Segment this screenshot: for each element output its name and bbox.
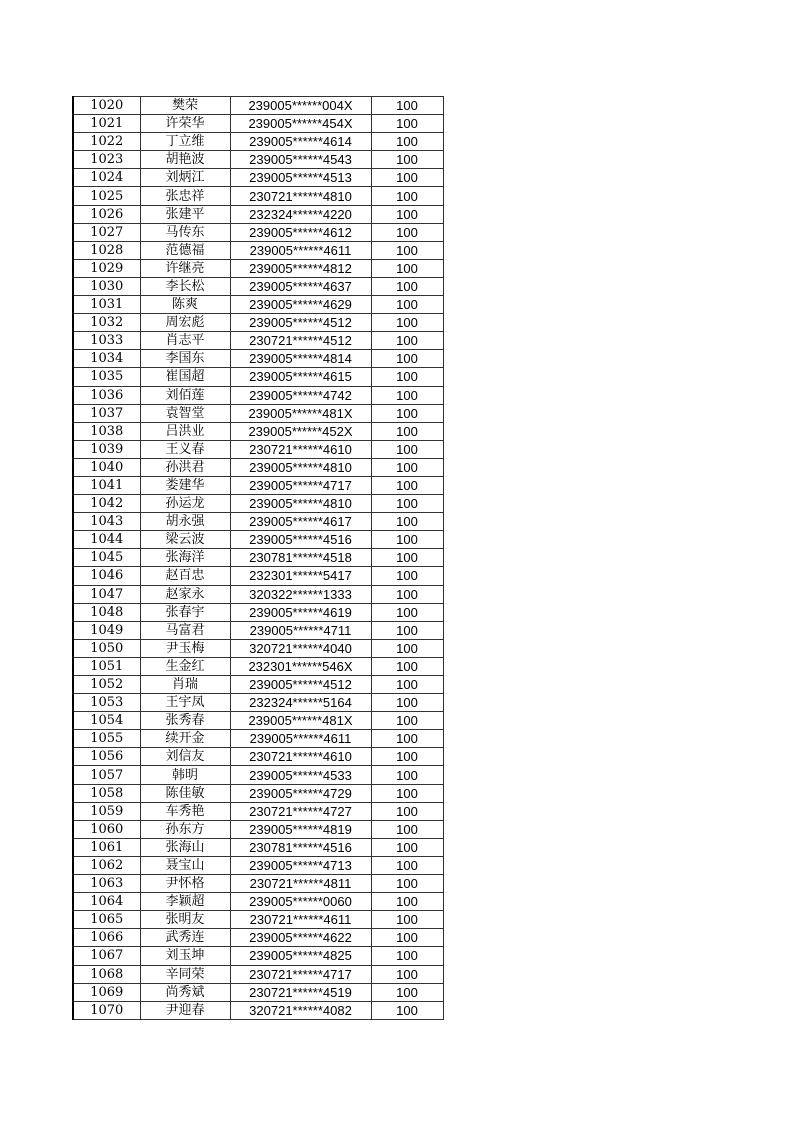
id-number-cell: 239005******0060	[230, 893, 371, 911]
name-cell: 韩明	[140, 766, 230, 784]
table-row	[73, 422, 443, 440]
score-cell: 100	[371, 712, 443, 730]
score-cell: 100	[371, 567, 443, 585]
id-number-cell: 239005******4810	[230, 458, 371, 476]
name-cell: 王宇凤	[140, 694, 230, 712]
row-number-cell: 1068	[73, 965, 140, 983]
table-row	[73, 657, 443, 675]
name-cell: 周宏彪	[140, 314, 230, 332]
row-number-cell: 1027	[73, 223, 140, 241]
row-number-cell: 1059	[73, 802, 140, 820]
row-number-cell: 1023	[73, 151, 140, 169]
table-row	[73, 748, 443, 766]
table-row	[73, 911, 443, 929]
row-number-cell: 1024	[73, 169, 140, 187]
table-row	[73, 133, 443, 151]
row-number-cell: 1057	[73, 766, 140, 784]
table-row	[73, 712, 443, 730]
id-number-cell: 239005******4637	[230, 277, 371, 295]
score-cell: 100	[371, 657, 443, 675]
table-row	[73, 495, 443, 513]
score-cell: 100	[371, 115, 443, 133]
table-row	[73, 766, 443, 784]
id-number-cell: 230721******4512	[230, 332, 371, 350]
row-number-cell: 1034	[73, 350, 140, 368]
roster-table	[72, 96, 444, 1020]
name-cell: 武秀连	[140, 929, 230, 947]
score-cell: 100	[371, 838, 443, 856]
table-row	[73, 983, 443, 1001]
id-number-cell: 230721******4611	[230, 911, 371, 929]
name-cell: 张建平	[140, 205, 230, 223]
table-row	[73, 585, 443, 603]
row-number-cell: 1058	[73, 784, 140, 802]
name-cell: 孙东方	[140, 820, 230, 838]
table-row	[73, 115, 443, 133]
row-number-cell: 1045	[73, 549, 140, 567]
score-cell: 100	[371, 802, 443, 820]
table-row	[73, 241, 443, 259]
score-cell: 100	[371, 495, 443, 513]
name-cell: 辛同荣	[140, 965, 230, 983]
name-cell: 刘炳江	[140, 169, 230, 187]
score-cell: 100	[371, 350, 443, 368]
table-row	[73, 965, 443, 983]
name-cell: 张海洋	[140, 549, 230, 567]
table-row	[73, 151, 443, 169]
id-number-cell: 239005******4814	[230, 350, 371, 368]
id-number-cell: 230781******4518	[230, 549, 371, 567]
table-row	[73, 694, 443, 712]
row-number-cell: 1044	[73, 531, 140, 549]
id-number-cell: 239005******4611	[230, 241, 371, 259]
score-cell: 100	[371, 766, 443, 784]
id-number-cell: 230721******4610	[230, 748, 371, 766]
row-number-cell: 1062	[73, 856, 140, 874]
row-number-cell: 1040	[73, 458, 140, 476]
id-number-cell: 239005******4742	[230, 386, 371, 404]
name-cell: 马富君	[140, 621, 230, 639]
id-number-cell: 230721******4811	[230, 875, 371, 893]
row-number-cell: 1047	[73, 585, 140, 603]
table-row	[73, 621, 443, 639]
id-number-cell: 239005******452X	[230, 422, 371, 440]
table-row	[73, 97, 443, 115]
id-number-cell: 230721******4727	[230, 802, 371, 820]
table-row	[73, 639, 443, 657]
name-cell: 刘佰莲	[140, 386, 230, 404]
name-cell: 李国东	[140, 350, 230, 368]
row-number-cell: 1055	[73, 730, 140, 748]
id-number-cell: 239005******4825	[230, 947, 371, 965]
row-number-cell: 1020	[73, 97, 140, 115]
name-cell: 尹玉梅	[140, 639, 230, 657]
table-row	[73, 784, 443, 802]
score-cell: 100	[371, 730, 443, 748]
name-cell: 范德福	[140, 241, 230, 259]
row-number-cell: 1069	[73, 983, 140, 1001]
row-number-cell: 1022	[73, 133, 140, 151]
table-row	[73, 259, 443, 277]
id-number-cell: 239005******454X	[230, 115, 371, 133]
score-cell: 100	[371, 621, 443, 639]
id-number-cell: 239005******4612	[230, 223, 371, 241]
score-cell: 100	[371, 151, 443, 169]
score-cell: 100	[371, 458, 443, 476]
score-cell: 100	[371, 368, 443, 386]
row-number-cell: 1050	[73, 639, 140, 657]
row-number-cell: 1066	[73, 929, 140, 947]
id-number-cell: 239005******481X	[230, 404, 371, 422]
row-number-cell: 1056	[73, 748, 140, 766]
name-cell: 车秀艳	[140, 802, 230, 820]
table-row	[73, 730, 443, 748]
table-row	[73, 223, 443, 241]
table-row	[73, 531, 443, 549]
id-number-cell: 230721******4810	[230, 187, 371, 205]
name-cell: 崔国超	[140, 368, 230, 386]
id-number-cell: 239005******4629	[230, 296, 371, 314]
id-number-cell: 239005******4812	[230, 259, 371, 277]
name-cell: 赵百忠	[140, 567, 230, 585]
name-cell: 孙洪君	[140, 458, 230, 476]
row-number-cell: 1070	[73, 1001, 140, 1019]
name-cell: 樊荣	[140, 97, 230, 115]
row-number-cell: 1035	[73, 368, 140, 386]
name-cell: 张秀春	[140, 712, 230, 730]
id-number-cell: 239005******4622	[230, 929, 371, 947]
row-number-cell: 1051	[73, 657, 140, 675]
table-row	[73, 169, 443, 187]
id-number-cell: 320721******4040	[230, 639, 371, 657]
score-cell: 100	[371, 259, 443, 277]
name-cell: 胡永强	[140, 513, 230, 531]
name-cell: 尹迎春	[140, 1001, 230, 1019]
table-row	[73, 440, 443, 458]
table-row	[73, 187, 443, 205]
name-cell: 陈爽	[140, 296, 230, 314]
row-number-cell: 1021	[73, 115, 140, 133]
table-row	[73, 513, 443, 531]
score-cell: 100	[371, 513, 443, 531]
table-row	[73, 893, 443, 911]
row-number-cell: 1038	[73, 422, 140, 440]
row-number-cell: 1048	[73, 603, 140, 621]
score-cell: 100	[371, 893, 443, 911]
id-number-cell: 239005******4512	[230, 676, 371, 694]
row-number-cell: 1049	[73, 621, 140, 639]
name-cell: 张海山	[140, 838, 230, 856]
id-number-cell: 239005******4619	[230, 603, 371, 621]
table-row	[73, 277, 443, 295]
name-cell: 续开金	[140, 730, 230, 748]
row-number-cell: 1065	[73, 911, 140, 929]
score-cell: 100	[371, 386, 443, 404]
name-cell: 袁智堂	[140, 404, 230, 422]
id-number-cell: 230721******4717	[230, 965, 371, 983]
table-row	[73, 458, 443, 476]
row-number-cell: 1043	[73, 513, 140, 531]
table-row	[73, 838, 443, 856]
id-number-cell: 320721******4082	[230, 1001, 371, 1019]
score-cell: 100	[371, 476, 443, 494]
name-cell: 聂宝山	[140, 856, 230, 874]
table-row	[73, 802, 443, 820]
name-cell: 赵家永	[140, 585, 230, 603]
score-cell: 100	[371, 676, 443, 694]
table-row	[73, 820, 443, 838]
id-number-cell: 232324******5164	[230, 694, 371, 712]
name-cell: 肖志平	[140, 332, 230, 350]
score-cell: 100	[371, 856, 443, 874]
id-number-cell: 239005******4810	[230, 495, 371, 513]
score-cell: 100	[371, 531, 443, 549]
name-cell: 肖瑞	[140, 676, 230, 694]
name-cell: 刘玉坤	[140, 947, 230, 965]
score-cell: 100	[371, 1001, 443, 1019]
score-cell: 100	[371, 784, 443, 802]
name-cell: 孙运龙	[140, 495, 230, 513]
table-row	[73, 296, 443, 314]
id-number-cell: 320322******1333	[230, 585, 371, 603]
id-number-cell: 239005******4729	[230, 784, 371, 802]
table-row	[73, 929, 443, 947]
row-number-cell: 1032	[73, 314, 140, 332]
row-number-cell: 1041	[73, 476, 140, 494]
row-number-cell: 1067	[73, 947, 140, 965]
table-row	[73, 567, 443, 585]
table-row	[73, 676, 443, 694]
score-cell: 100	[371, 748, 443, 766]
score-cell: 100	[371, 965, 443, 983]
row-number-cell: 1054	[73, 712, 140, 730]
id-number-cell: 230721******4610	[230, 440, 371, 458]
id-number-cell: 239005******4713	[230, 856, 371, 874]
score-cell: 100	[371, 97, 443, 115]
row-number-cell: 1052	[73, 676, 140, 694]
id-number-cell: 239005******481X	[230, 712, 371, 730]
score-cell: 100	[371, 549, 443, 567]
score-cell: 100	[371, 422, 443, 440]
score-cell: 100	[371, 947, 443, 965]
row-number-cell: 1042	[73, 495, 140, 513]
row-number-cell: 1060	[73, 820, 140, 838]
name-cell: 马传东	[140, 223, 230, 241]
name-cell: 梁云波	[140, 531, 230, 549]
table-row	[73, 350, 443, 368]
id-number-cell: 239005******4617	[230, 513, 371, 531]
name-cell: 尹怀格	[140, 875, 230, 893]
row-number-cell: 1028	[73, 241, 140, 259]
table-row	[73, 603, 443, 621]
name-cell: 张春宇	[140, 603, 230, 621]
score-cell: 100	[371, 694, 443, 712]
table-row	[73, 947, 443, 965]
row-number-cell: 1037	[73, 404, 140, 422]
row-number-cell: 1053	[73, 694, 140, 712]
score-cell: 100	[371, 585, 443, 603]
name-cell: 生金红	[140, 657, 230, 675]
score-cell: 100	[371, 296, 443, 314]
table-row	[73, 368, 443, 386]
id-number-cell: 239005******4516	[230, 531, 371, 549]
name-cell: 李长松	[140, 277, 230, 295]
score-cell: 100	[371, 404, 443, 422]
table-row	[73, 875, 443, 893]
id-number-cell: 239005******4512	[230, 314, 371, 332]
table-row	[73, 476, 443, 494]
name-cell: 刘信友	[140, 748, 230, 766]
row-number-cell: 1025	[73, 187, 140, 205]
score-cell: 100	[371, 440, 443, 458]
name-cell: 娄建华	[140, 476, 230, 494]
name-cell: 丁立维	[140, 133, 230, 151]
score-cell: 100	[371, 314, 443, 332]
roster-table-body	[73, 97, 443, 1020]
id-number-cell: 232301******5417	[230, 567, 371, 585]
id-number-cell: 232324******4220	[230, 205, 371, 223]
id-number-cell: 239005******4543	[230, 151, 371, 169]
name-cell: 吕洪业	[140, 422, 230, 440]
row-number-cell: 1026	[73, 205, 140, 223]
row-number-cell: 1064	[73, 893, 140, 911]
row-number-cell: 1033	[73, 332, 140, 350]
score-cell: 100	[371, 875, 443, 893]
name-cell: 王义春	[140, 440, 230, 458]
table-row	[73, 332, 443, 350]
id-number-cell: 239005******4819	[230, 820, 371, 838]
id-number-cell: 230721******4519	[230, 983, 371, 1001]
score-cell: 100	[371, 205, 443, 223]
table-row	[73, 856, 443, 874]
score-cell: 100	[371, 187, 443, 205]
row-number-cell: 1031	[73, 296, 140, 314]
row-number-cell: 1046	[73, 567, 140, 585]
id-number-cell: 239005******4615	[230, 368, 371, 386]
id-number-cell: 230781******4516	[230, 838, 371, 856]
row-number-cell: 1061	[73, 838, 140, 856]
name-cell: 张忠祥	[140, 187, 230, 205]
id-number-cell: 239005******4711	[230, 621, 371, 639]
id-number-cell: 239005******004X	[230, 97, 371, 115]
id-number-cell: 239005******4513	[230, 169, 371, 187]
row-number-cell: 1036	[73, 386, 140, 404]
score-cell: 100	[371, 983, 443, 1001]
name-cell: 陈佳敏	[140, 784, 230, 802]
id-number-cell: 232301******546X	[230, 657, 371, 675]
score-cell: 100	[371, 169, 443, 187]
score-cell: 100	[371, 223, 443, 241]
row-number-cell: 1030	[73, 277, 140, 295]
table-row	[73, 549, 443, 567]
score-cell: 100	[371, 603, 443, 621]
score-cell: 100	[371, 929, 443, 947]
score-cell: 100	[371, 639, 443, 657]
score-cell: 100	[371, 277, 443, 295]
score-cell: 100	[371, 911, 443, 929]
row-number-cell: 1039	[73, 440, 140, 458]
score-cell: 100	[371, 133, 443, 151]
id-number-cell: 239005******4717	[230, 476, 371, 494]
name-cell: 尚秀斌	[140, 983, 230, 1001]
table-row	[73, 404, 443, 422]
score-cell: 100	[371, 332, 443, 350]
id-number-cell: 239005******4611	[230, 730, 371, 748]
id-number-cell: 239005******4614	[230, 133, 371, 151]
name-cell: 张明友	[140, 911, 230, 929]
table-row	[73, 1001, 443, 1019]
table-row	[73, 314, 443, 332]
name-cell: 许荣华	[140, 115, 230, 133]
name-cell: 李颖超	[140, 893, 230, 911]
score-cell: 100	[371, 820, 443, 838]
row-number-cell: 1029	[73, 259, 140, 277]
name-cell: 胡艳波	[140, 151, 230, 169]
score-cell: 100	[371, 241, 443, 259]
row-number-cell: 1063	[73, 875, 140, 893]
id-number-cell: 239005******4533	[230, 766, 371, 784]
name-cell: 许继亮	[140, 259, 230, 277]
table-row	[73, 205, 443, 223]
table-row	[73, 386, 443, 404]
